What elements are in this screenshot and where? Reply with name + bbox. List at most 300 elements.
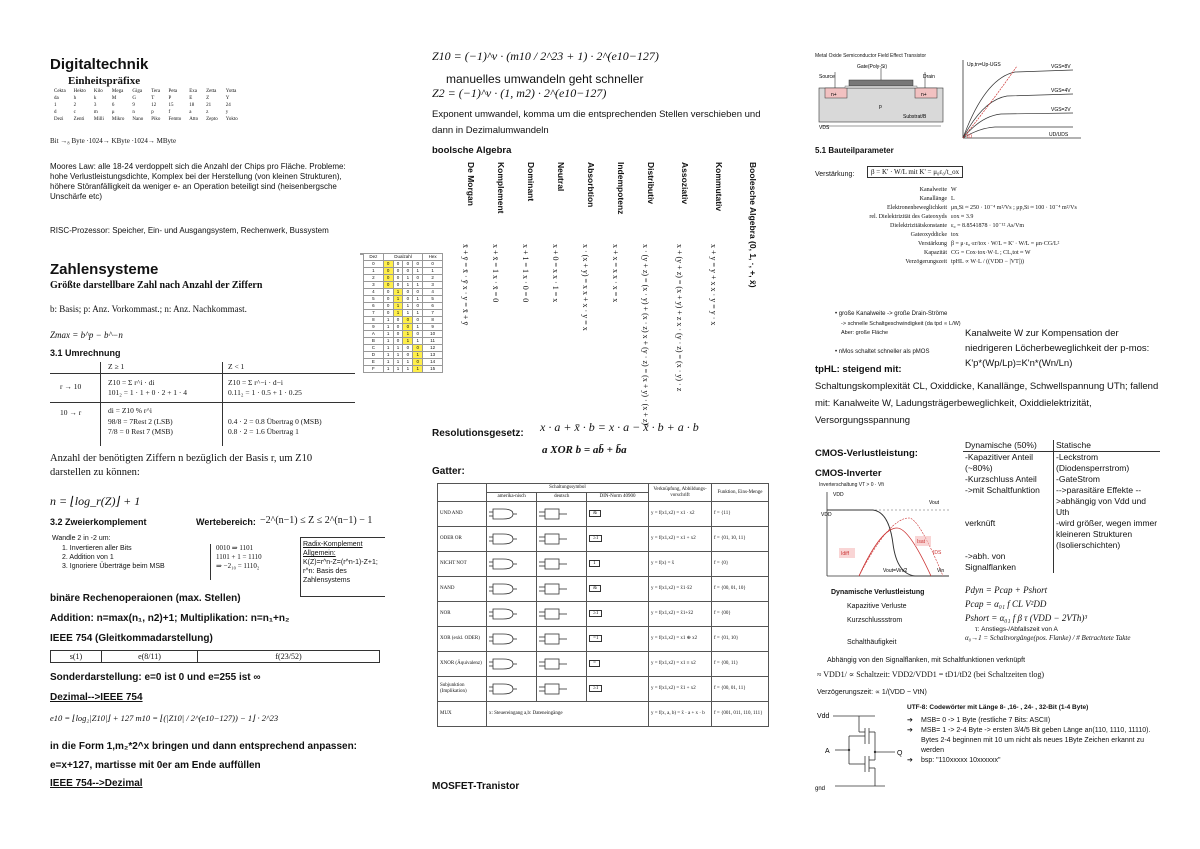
gate-verknuepfung: y = f(x1,x2) = x̄1 + x2 — [649, 677, 712, 702]
hex-cell: 1 — [413, 324, 423, 331]
gate-row — [438, 577, 769, 602]
utf8-list — [907, 716, 1160, 766]
cmos-verl-label: CMOS-Verlustleistung: — [815, 448, 918, 459]
kap-verl: Kapazitive Verluste — [847, 603, 907, 610]
bauparam-name: rel. Dielektrizität des Gateoxyds — [869, 214, 947, 220]
verlust-table — [963, 440, 1160, 573]
pcap: Pcap = α₀₁ f CL V²DD — [965, 599, 1047, 609]
bool-header: Dominant — [526, 162, 536, 202]
gate-verknuepfung: y = f(x1,x2) = x̄1·x̄2 — [649, 577, 712, 602]
gate-symbol-german-icon — [537, 602, 587, 627]
bauparam-row — [815, 231, 1160, 240]
hex-row — [364, 261, 443, 268]
prefix-cell: T — [151, 96, 155, 101]
umr-head-2: Z < 1 — [228, 362, 245, 371]
gate-row — [438, 502, 769, 527]
hex-cell: 0 — [423, 261, 443, 268]
mos-label-source: Source — [819, 74, 835, 80]
hex-cell: 0 — [393, 317, 403, 324]
hex-cell: 11 — [423, 338, 443, 345]
prefix-cell: d — [54, 110, 57, 115]
wandle: Wandle 2 in -2 um: — [52, 535, 111, 542]
hex-cell: 0 — [413, 359, 423, 366]
hex-cell: 1 — [413, 296, 423, 303]
hex-cell: 1 — [383, 352, 393, 359]
radix-sub: Allgemein: — [303, 550, 336, 557]
hex-cell: F — [364, 366, 384, 373]
prefix-cell: G — [132, 96, 137, 101]
gate-symbol-din — [587, 627, 649, 652]
bauparam-name: Dielektrizitätskonstante — [890, 223, 947, 229]
prefix-cell: z — [206, 110, 209, 115]
exponent-text: Exponent umwandel, komma um die entsprechenden Stellen verschieben und dann in Dezimalumwandeln — [432, 109, 761, 136]
cmos-label-idiff: Idiff — [841, 551, 849, 557]
verlust-row — [963, 518, 1160, 551]
hex-cell: 0 — [383, 282, 393, 289]
gate-symbol-din — [587, 577, 649, 602]
gate-verknuepfung: y = f(x, a, b) = x̄ · a + x · b — [649, 702, 712, 727]
addmul: Addition: n=max(n₁, n2)+1; Multiplikation: n=n₁+n₂ — [50, 613, 290, 624]
gate-sub-de: deutsch — [537, 493, 587, 502]
prefix-cell: 21 — [206, 103, 212, 108]
alpha-formula: α₀→1 = Schaltvorgänge(pos. Flanke) / # Betrachtete Takte — [965, 634, 1131, 642]
hex-row — [364, 282, 443, 289]
bauparam-value: tpHL ∝ W·L / ((VDD − |VT|)) — [951, 259, 1024, 265]
mos-label-p: p — [879, 104, 882, 110]
prefix-cell: m — [93, 110, 98, 115]
gate-din-label: = — [589, 660, 600, 667]
hex-cell: 2 — [364, 275, 384, 282]
hex-cell: 12 — [423, 345, 443, 352]
hex-cell: 1 — [383, 366, 393, 373]
hex-cell: 1 — [383, 331, 393, 338]
bauparam-row — [815, 249, 1160, 258]
hex-cell: 0 — [413, 289, 423, 296]
gate-symbol-american-icon — [487, 602, 537, 627]
verlust-dyn: -Kapazitiver Anteil (~80%) — [965, 452, 1034, 473]
verlust-row — [963, 485, 1160, 518]
zweier-step-result: 1101 + 1 = 1110 — [216, 553, 262, 561]
gate-eins-menge: f = {00, 01, 11} — [712, 677, 769, 702]
hex-row — [364, 289, 443, 296]
prefix-cell: Cekta — [54, 89, 66, 94]
prefix-cell: Mikro — [111, 117, 125, 122]
gate-symbol-german-icon — [537, 527, 587, 552]
hex-cell: 3 — [364, 282, 384, 289]
bool-column — [460, 162, 484, 402]
hex-cell: 7 — [364, 310, 384, 317]
gate-name: NICHT NOT — [438, 552, 487, 577]
verlust-dyn: -Kurzschluss Anteil — [965, 474, 1037, 484]
hex-row — [364, 268, 443, 275]
bauparam-row — [815, 240, 1160, 249]
mosfet-title: MOSFET-Tranistor — [432, 781, 520, 792]
verlust-stat: -Leckstrom (Diodensperrstrom) — [1054, 452, 1161, 475]
gate-din-label: & — [589, 510, 601, 517]
verlust-dyn: verknüft — [965, 518, 996, 528]
bool-header: Kommutativ — [714, 162, 724, 212]
hex-row — [364, 345, 443, 352]
bauparam-value: μn,Si ≈ 250 · 10⁻⁴ m²/Vs ; μp,Si ≈ 100 · 10⁻⁴ m²/Vs — [951, 205, 1077, 211]
bool-column — [610, 162, 634, 402]
hex-cell: 1 — [383, 317, 393, 324]
gate-sub-din: DIN-Norm 40900 — [587, 493, 649, 502]
umr-10r-a2: 98/8 = 7Rest 2 (LSB) — [108, 417, 173, 426]
arrow-right-icon: ➔ — [907, 757, 913, 764]
gate-row — [438, 552, 769, 577]
gate-eins-menge: f = {0} — [712, 552, 769, 577]
gate-head-verk: Verknüpfung, Abbildungs-vorschrift — [649, 484, 712, 502]
hex-cell: 0 — [403, 268, 413, 275]
prefix-cell: Nano — [132, 117, 144, 122]
hex-cell: 0 — [383, 296, 393, 303]
prefix-row — [50, 109, 242, 116]
gate-din-label: ≥1 — [589, 610, 602, 617]
bool-title: boolsche Algebra — [432, 145, 512, 156]
bauparam-row — [815, 222, 1160, 231]
hex-cell: E — [364, 359, 384, 366]
hex-cell: 1 — [413, 310, 423, 317]
prefix-cell: Y — [225, 96, 230, 101]
gate-symbol-german-icon — [537, 677, 587, 702]
hex-cell: 0 — [393, 275, 403, 282]
char-label-2v: VGS=2V — [1051, 107, 1071, 113]
zweier-step-result: ⇒ −2₁₀ = 1110₂ — [216, 562, 260, 570]
prefix-cell: P — [168, 96, 172, 101]
hex-cell: 0 — [383, 261, 393, 268]
hex-cell: 8 — [364, 317, 384, 324]
prefix-cell: 3 — [93, 103, 97, 108]
umr-r10-b2: 0.11₂ = 1 · 0.5 + 1 · 0.25 — [228, 388, 302, 397]
hex-cell: 2 — [423, 275, 443, 282]
ieee-dez: IEEE 754-->Dezimal — [50, 778, 143, 789]
prefix-cell: 9 — [132, 103, 135, 108]
anzahl-formula: n = ⌊log_r(Z)⌋ + 1 — [50, 494, 141, 508]
gate-name: NOR — [438, 602, 487, 627]
hex-cell: 0 — [413, 345, 423, 352]
zweier-step: 1. Invertieren aller Bits — [62, 545, 132, 552]
ieee-table — [50, 650, 380, 663]
char-label-up: Up,tn=Up-UGS — [967, 62, 1001, 68]
hex-cell: 0 — [413, 317, 423, 324]
hex-cell: 9 — [364, 324, 384, 331]
umr-10r-b2: 0.4 · 2 = 0.8 Übertrag 0 (MSB) — [228, 417, 322, 426]
prefix-cell: p — [151, 110, 154, 115]
hex-cell: 14 — [423, 359, 443, 366]
gate-row — [438, 702, 769, 727]
prefix-cell: Milli — [93, 117, 104, 122]
kanal-note: Kanalweite W zur Kompensation der niedrigeren Löcherbeweglichkeit der p-mos: K'p*(Wp/Lp)=K'n*(Wn/Ln) — [965, 328, 1150, 369]
hex-row — [364, 352, 443, 359]
gate-sub-am: amerika-nisch — [487, 493, 537, 502]
gate-mux-desc: x: Steuereingang a,b: Dateneingänge — [487, 702, 649, 727]
bool-column — [580, 162, 604, 402]
hex-table — [363, 253, 443, 373]
hex-cell: 0 — [403, 324, 413, 331]
manuell: manuelles umwandeln geht schneller — [446, 72, 644, 86]
utf8-item — [907, 726, 1160, 756]
bauparam-value: ε₀ = 8.8541878 · 10⁻¹² As/Vm — [951, 223, 1025, 229]
prefix-cell: f — [168, 110, 171, 115]
hex-cell: 1 — [393, 366, 403, 373]
bool-column — [674, 162, 698, 402]
hex-row — [364, 296, 443, 303]
hex-cell: C — [364, 345, 384, 352]
bool-header: Komplement — [496, 162, 506, 214]
gate-symbol-german-icon — [537, 627, 587, 652]
hex-cell: 7 — [423, 310, 443, 317]
gate-eins-menge: f = {11} — [712, 502, 769, 527]
gate-table — [437, 483, 769, 727]
inv-label-a: A — [825, 748, 830, 755]
ieee-sign: s(1) — [51, 651, 102, 663]
prefix-cell: da — [54, 96, 59, 101]
inv-label-gnd: gnd — [815, 786, 826, 792]
bauparam-name: Elektronenbeweglichkeit — [887, 205, 947, 211]
char-label-ud: UD/UDS — [1049, 132, 1069, 138]
sonder: Sonderdarstellung: e=0 ist 0 und e=255 ist ∞ — [50, 672, 261, 683]
bauparam-value: εox ≈ 3.9 — [951, 214, 974, 220]
radix-title: Radix-Komplement — [303, 541, 363, 548]
hex-cell: 0 — [413, 275, 423, 282]
hex-row — [364, 359, 443, 366]
prefix-cell: μ — [111, 110, 115, 115]
prefix-cell: Zepto — [206, 117, 218, 122]
hex-cell: 3 — [423, 282, 443, 289]
radix-box — [300, 537, 385, 597]
utf8-item-text: MSB= 0 -> 1 Byte (restliche 7 Bits: ASCII) — [921, 717, 1051, 724]
bauparam-title: 5.1 Bauteilparameter — [815, 146, 894, 155]
bauparam-row — [815, 195, 1160, 204]
gate-row — [438, 652, 769, 677]
hex-cell: 0 — [413, 331, 423, 338]
gate-symbol-american-icon — [487, 627, 537, 652]
verz-formula: Verzögerungszeit: ∝ 1/(VDD − VtN) — [817, 689, 927, 696]
hex-cell: 8 — [423, 317, 443, 324]
prefix-cell: E — [189, 96, 193, 101]
gate-symbol-german-icon — [537, 552, 587, 577]
hex-cell: 6 — [364, 303, 384, 310]
bauparam-name: Kanallänge — [919, 196, 947, 202]
hex-cell: 1 — [413, 282, 423, 289]
hex-head-hex: Hex — [423, 254, 443, 261]
prefix-cell: Femto — [168, 117, 182, 122]
mos-label-drain: Drain — [923, 74, 935, 80]
gate-symbol-din — [587, 677, 649, 702]
prefix-title: Einheitspräfixe — [68, 75, 141, 87]
bool-formula: x + (y + z) = (x + y) + z x · (y · z) = (x · y) · z — [675, 244, 684, 392]
hex-cell: 1 — [393, 352, 403, 359]
hex-cell: 1 — [413, 352, 423, 359]
gate-eins-menge: f = {001, 011, 110, 111} — [712, 702, 769, 727]
hex-cell: 1 — [364, 268, 384, 275]
bauparam-value: β = μ·ε₀·εr/tox · W/L = K' · W/L = μn·CG/L² — [951, 241, 1060, 247]
hex-row — [364, 275, 443, 282]
prefix-cell: 12 — [151, 103, 157, 108]
gate-eins-menge: f = {00, 11} — [712, 652, 769, 677]
bool-formula: x + x̄ = 1 x · x̄ = 0 — [491, 244, 500, 303]
gate-symbol-american-icon — [487, 527, 537, 552]
xor-formula: a XOR b = ab̄ + b̄a — [542, 444, 627, 456]
column-middle — [432, 0, 772, 849]
hex-cell: 1 — [393, 289, 403, 296]
hex-cell: 1 — [403, 310, 413, 317]
werte-formula: −2^(n−1) ≤ Z ≤ 2^(n−1) − 1 — [260, 515, 373, 526]
prefix-cell: 15 — [168, 103, 174, 108]
gate-eins-menge: f = {00} — [712, 602, 769, 627]
bauparam-row — [815, 186, 1160, 195]
hex-head-dual: Dualzahl — [383, 254, 423, 261]
cmos-label-vdd: VDD — [821, 512, 832, 518]
verst-label: Verstärkung: — [815, 171, 855, 178]
cmos-label-half: Vout=Vin/2 — [883, 568, 908, 574]
verlust-stat: -GateStrom — [1054, 474, 1161, 485]
bool-header: Absorbtion — [586, 162, 596, 208]
gate-row — [438, 627, 769, 652]
zmax-formula: Zmax = b^p − b^−n — [50, 330, 123, 340]
prefix-row — [50, 95, 242, 102]
hex-cell: D — [364, 352, 384, 359]
hex-cell: 1 — [413, 366, 423, 373]
hex-cell: 9 — [423, 324, 443, 331]
bauparam-name: Kapazität — [924, 250, 947, 256]
tphl-label: tpHL: steigend mit: — [815, 364, 902, 375]
gate-head-symbol: Schaltungssymbol — [487, 484, 649, 493]
umr-10r-a3: 7/8 = 0 Rest 7 (MSB) — [108, 427, 173, 436]
char-label-id: ID — [967, 134, 972, 140]
cmos-label-vin: Vin — [937, 568, 945, 574]
risc-processor: RISC-Prozessor: Speicher, Ein- und Ausgangsystem, Rechenwerk, Bussystem — [50, 226, 329, 235]
werte-label: Wertebereich: — [196, 517, 256, 527]
cmos-label-vdd2: VDD — [833, 492, 844, 498]
bauparam-name: Verstärkung — [918, 241, 947, 247]
prefix-cell: 24 — [225, 103, 231, 108]
resol-formula: x · a + x̄ · b = x · a − x̄ · b + a · b — [540, 420, 699, 434]
gate-verknuepfung: y = f(x1,x2) = x1 ⊕ x2 — [649, 627, 712, 652]
groesste-title: Größte darstellbare Zahl nach Anzahl der Ziffern — [50, 280, 263, 291]
dyn-verl: Dynamische Verlustleistung — [831, 589, 925, 596]
hex-row — [364, 324, 443, 331]
umr-head-1: Z ≥ 1 — [108, 362, 125, 371]
utf8-item — [907, 756, 1160, 766]
bool-header: Neutral — [556, 162, 566, 192]
cmos-label-vout: Vout — [929, 500, 940, 506]
zahlensysteme-title: Zahlensysteme — [50, 261, 159, 278]
gate-row — [438, 527, 769, 552]
hex-row — [364, 331, 443, 338]
zweier-title: 3.2 Zweierkomplement — [50, 517, 147, 527]
prefix-cell: h — [73, 96, 77, 101]
inv-label-q: Q — [897, 750, 903, 757]
gate-symbol-din — [587, 552, 649, 577]
vdd-ratio: ≈ VDD1/ ∝ Schaltzeit: VDD2/VDD1 = tD1/tD2 (bei Schaltzeiten tlog) — [817, 670, 1045, 679]
prefix-cell: Hekto — [73, 89, 86, 94]
column-right — [815, 0, 1160, 849]
hex-cell: 4 — [364, 289, 384, 296]
prefix-cell: n — [132, 110, 135, 115]
prefix-cell: Yotta — [225, 89, 237, 94]
gate-verknuepfung: y = f(x1,x2) = x1 + x2 — [649, 527, 712, 552]
hex-cell: 1 — [403, 303, 413, 310]
gate-symbol-american-icon — [487, 552, 537, 577]
bauparam-row — [815, 213, 1160, 222]
resol-label: Resolutionsgesetz: — [432, 428, 524, 439]
hex-cell: 0 — [403, 296, 413, 303]
cmos-inverter-schematic — [815, 710, 907, 792]
hex-cell: 0 — [413, 261, 423, 268]
umr-10r-b3: 0.8 · 2 = 1.6 Übertrag 1 — [228, 427, 299, 436]
hex-cell: 1 — [423, 268, 443, 275]
umrechnung-title: 3.1 Umrechnung — [50, 348, 121, 358]
gate-symbol-american-icon — [487, 502, 537, 527]
prefix-cell: Tera — [151, 89, 161, 94]
hex-cell: 1 — [393, 296, 403, 303]
verlust-row — [963, 474, 1160, 485]
hex-cell: 5 — [364, 296, 384, 303]
bauparam-row — [815, 204, 1160, 213]
hex-cell: 1 — [403, 338, 413, 345]
umr-10r-a: di = Z10 % r^i — [108, 406, 152, 415]
hex-cell: 1 — [383, 359, 393, 366]
hex-cell: 1 — [383, 338, 393, 345]
radix-body: K(Z)=r^n-Z=(r^n-1)-Z+1; r^n: Basis des Zahlensystems — [303, 559, 378, 584]
bool-column — [742, 162, 766, 402]
hex-row — [364, 366, 443, 373]
cmos-label-isat: Isat — [917, 539, 926, 545]
gate-din-label: ≥1 — [589, 685, 602, 692]
prefix-cell: Peta — [168, 89, 178, 94]
hex-cell: 15 — [423, 366, 443, 373]
ieee-frac: f(23/52) — [198, 651, 380, 663]
hex-row — [364, 310, 443, 317]
prefix-cell: Piko — [151, 117, 161, 122]
ieee-title: IEEE 754 (Gleitkommadarstellung) — [50, 633, 213, 644]
hex-cell: 0 — [383, 275, 393, 282]
gate-verknuepfung: y = f(x1,x2) = x̄1+x̄2 — [649, 602, 712, 627]
bool-formula: x · (y + z) = (x · y) + (x · z) x + (y · z) = (x + y) · (x + z) — [641, 244, 650, 426]
prefix-cell: 18 — [189, 103, 195, 108]
prefix-cell: a — [189, 110, 192, 115]
bauparam-value: CG = Cox·tox·W·L ; CL,tot ≈ W — [951, 250, 1031, 256]
gate-row — [438, 677, 769, 702]
gate-eins-menge: f = {01, 10, 11} — [712, 527, 769, 552]
prefix-cell: Kilo — [93, 89, 103, 94]
prefix-cell: k — [93, 96, 97, 101]
gate-verknuepfung: y = f(x1,x2) = x1 ≡ x2 — [649, 652, 712, 677]
prefix-cell: Giga — [132, 89, 143, 94]
hex-cell: 0 — [403, 317, 413, 324]
verlust-row — [963, 452, 1160, 475]
schalt-haeufigkeit: Schalthäufigkeit — [847, 639, 897, 646]
hex-cell: 0 — [403, 345, 413, 352]
hex-cell: 1 — [403, 282, 413, 289]
gate-verknuepfung: y = f(x) = x̄ — [649, 552, 712, 577]
bullet-kanalweite: • große Kanalweite -> große Drain-Ströme — [835, 311, 948, 317]
hex-cell: 0 — [403, 261, 413, 268]
gate-name: NAND — [438, 577, 487, 602]
bauparam-row — [815, 258, 1160, 267]
gate-symbol-din — [587, 502, 649, 527]
gate-symbol-american-icon — [487, 577, 537, 602]
basis-line: b: Basis; p: Anz. Vorkommast.; n: Anz. Nachkommast. — [50, 304, 247, 314]
utf8-title: UTF-8: Codewörter mit Länge 8- ,16- , 24- , 32-Bit (1-4 Byte) — [907, 704, 1089, 711]
hex-cell: 1 — [383, 345, 393, 352]
umr-r10: r → 10 — [60, 382, 82, 391]
umr-r10-a: Z10 = Σ r^i · di — [108, 378, 155, 387]
hex-cell: 1 — [393, 310, 403, 317]
hex-cell: 1 — [393, 359, 403, 366]
inv-label-vdd: Vdd — [817, 713, 830, 720]
